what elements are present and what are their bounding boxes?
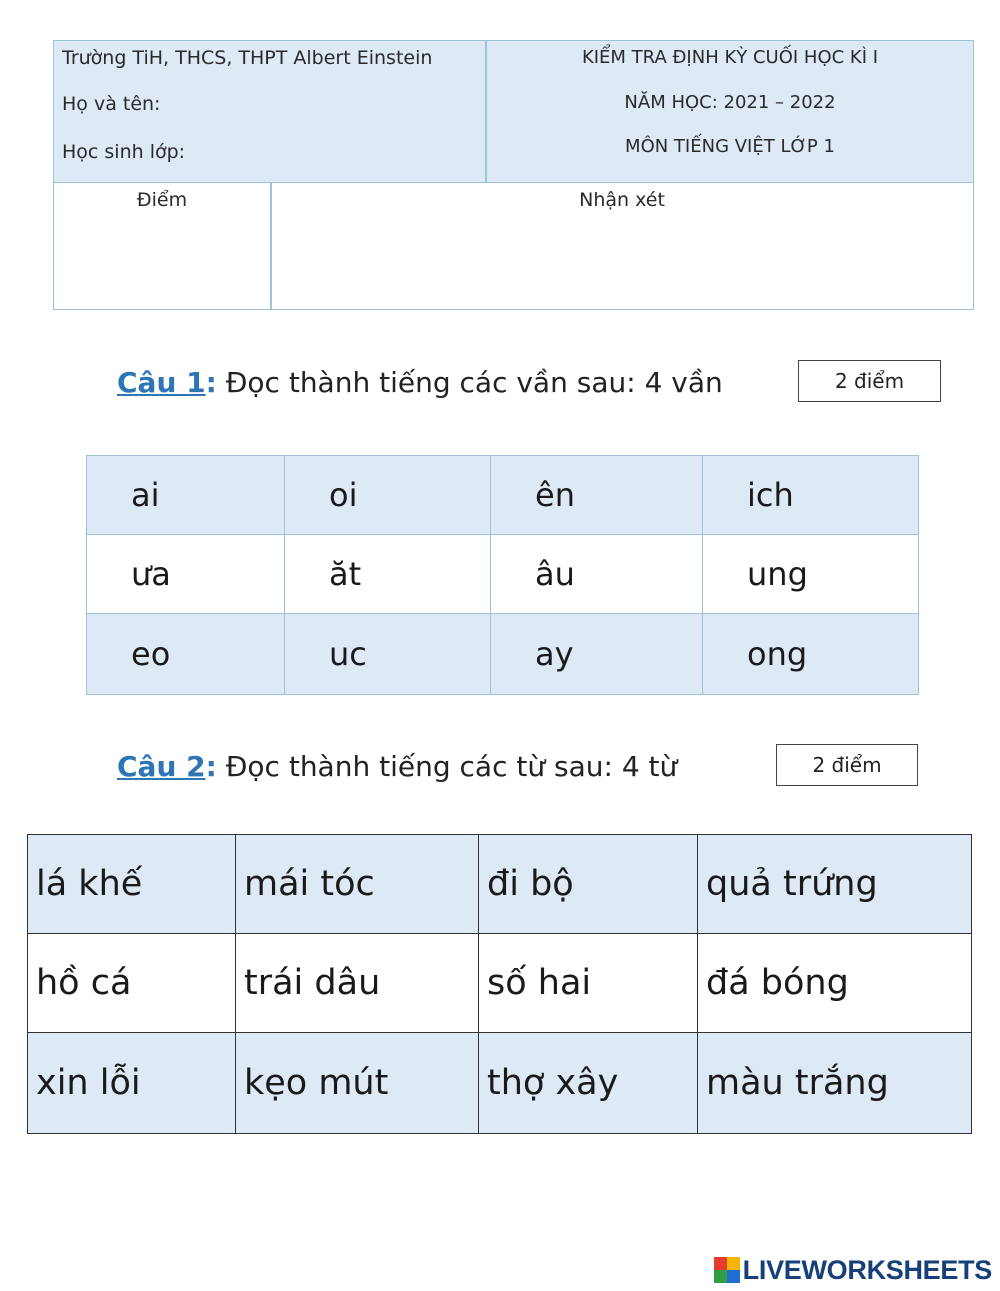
- rhyme-cell: ưa: [87, 535, 285, 614]
- table-row: [28, 1033, 972, 1134]
- question-2-text: Đọc thành tiếng các từ sau: 4 từ: [216, 750, 678, 783]
- rhyme-cell: âu: [491, 535, 703, 614]
- liveworksheets-logo-icon: [714, 1257, 740, 1283]
- rhyme-cell: oi: [285, 456, 491, 535]
- table-row: [87, 535, 919, 614]
- question-2-heading: [117, 750, 677, 783]
- school-year: NĂM HỌC: 2021 – 2022: [624, 92, 836, 113]
- word-cell: trái dâu: [236, 934, 479, 1033]
- question-1-text: Đọc thành tiếng các vần sau: 4 vần: [216, 366, 723, 399]
- student-name-label: Họ và tên:: [62, 93, 161, 115]
- question-2-colon: :: [205, 750, 217, 783]
- words-table: [27, 834, 972, 1134]
- word-cell: đi bộ: [479, 835, 698, 934]
- logo-tile-blue: [727, 1270, 740, 1283]
- table-row: [28, 934, 972, 1033]
- word-cell: quả trứng: [698, 835, 972, 934]
- score-label: Điểm: [136, 189, 188, 211]
- exam-header-table: [53, 40, 974, 310]
- liveworksheets-logo[interactable]: [714, 1254, 992, 1286]
- table-row: [28, 835, 972, 934]
- question-1-label: Câu 1: [117, 366, 206, 399]
- rhymes-table: [86, 455, 919, 695]
- logo-tile-red: [714, 1257, 727, 1270]
- table-row: [87, 614, 919, 695]
- word-cell: thợ xây: [479, 1033, 698, 1134]
- student-class-label: Học sinh lớp:: [62, 141, 186, 163]
- question-2-points-box: 2 điểm: [776, 744, 918, 786]
- rhyme-cell: ay: [491, 614, 703, 695]
- word-cell: mái tóc: [236, 835, 479, 934]
- rhyme-cell: ong: [703, 614, 919, 695]
- question-1-heading: [117, 366, 723, 399]
- question-2-label: Câu 2: [117, 750, 206, 783]
- word-cell: số hai: [479, 934, 698, 1033]
- rhyme-cell: ung: [703, 535, 919, 614]
- rhyme-cell: eo: [87, 614, 285, 695]
- school-name: Trường TiH, THCS, THPT Albert Einstein: [62, 47, 433, 69]
- word-cell: đá bóng: [698, 934, 972, 1033]
- rhyme-cell: ich: [703, 456, 919, 535]
- question-1-colon: :: [205, 366, 217, 399]
- word-cell: lá khế: [28, 835, 236, 934]
- logo-text: LIVEWORKSHEETS: [742, 1254, 992, 1285]
- exam-title: KIỂM TRA ĐỊNH KỲ CUỐI HỌC KÌ I: [581, 47, 879, 68]
- rhyme-cell: ên: [491, 456, 703, 535]
- word-cell: xin lỗi: [28, 1033, 236, 1134]
- subject-title: MÔN TIẾNG VIỆT LỚP 1: [625, 136, 835, 157]
- table-row: [87, 456, 919, 535]
- word-cell: hồ cá: [28, 934, 236, 1033]
- comment-label: Nhận xét: [579, 189, 665, 211]
- rhyme-cell: uc: [285, 614, 491, 695]
- rhyme-cell: ăt: [285, 535, 491, 614]
- word-cell: màu trắng: [698, 1033, 972, 1134]
- logo-tile-green: [714, 1270, 727, 1283]
- rhyme-cell: ai: [87, 456, 285, 535]
- logo-tile-yellow: [727, 1257, 740, 1270]
- question-1-points-box: 2 điểm: [798, 360, 941, 402]
- word-cell: kẹo mút: [236, 1033, 479, 1134]
